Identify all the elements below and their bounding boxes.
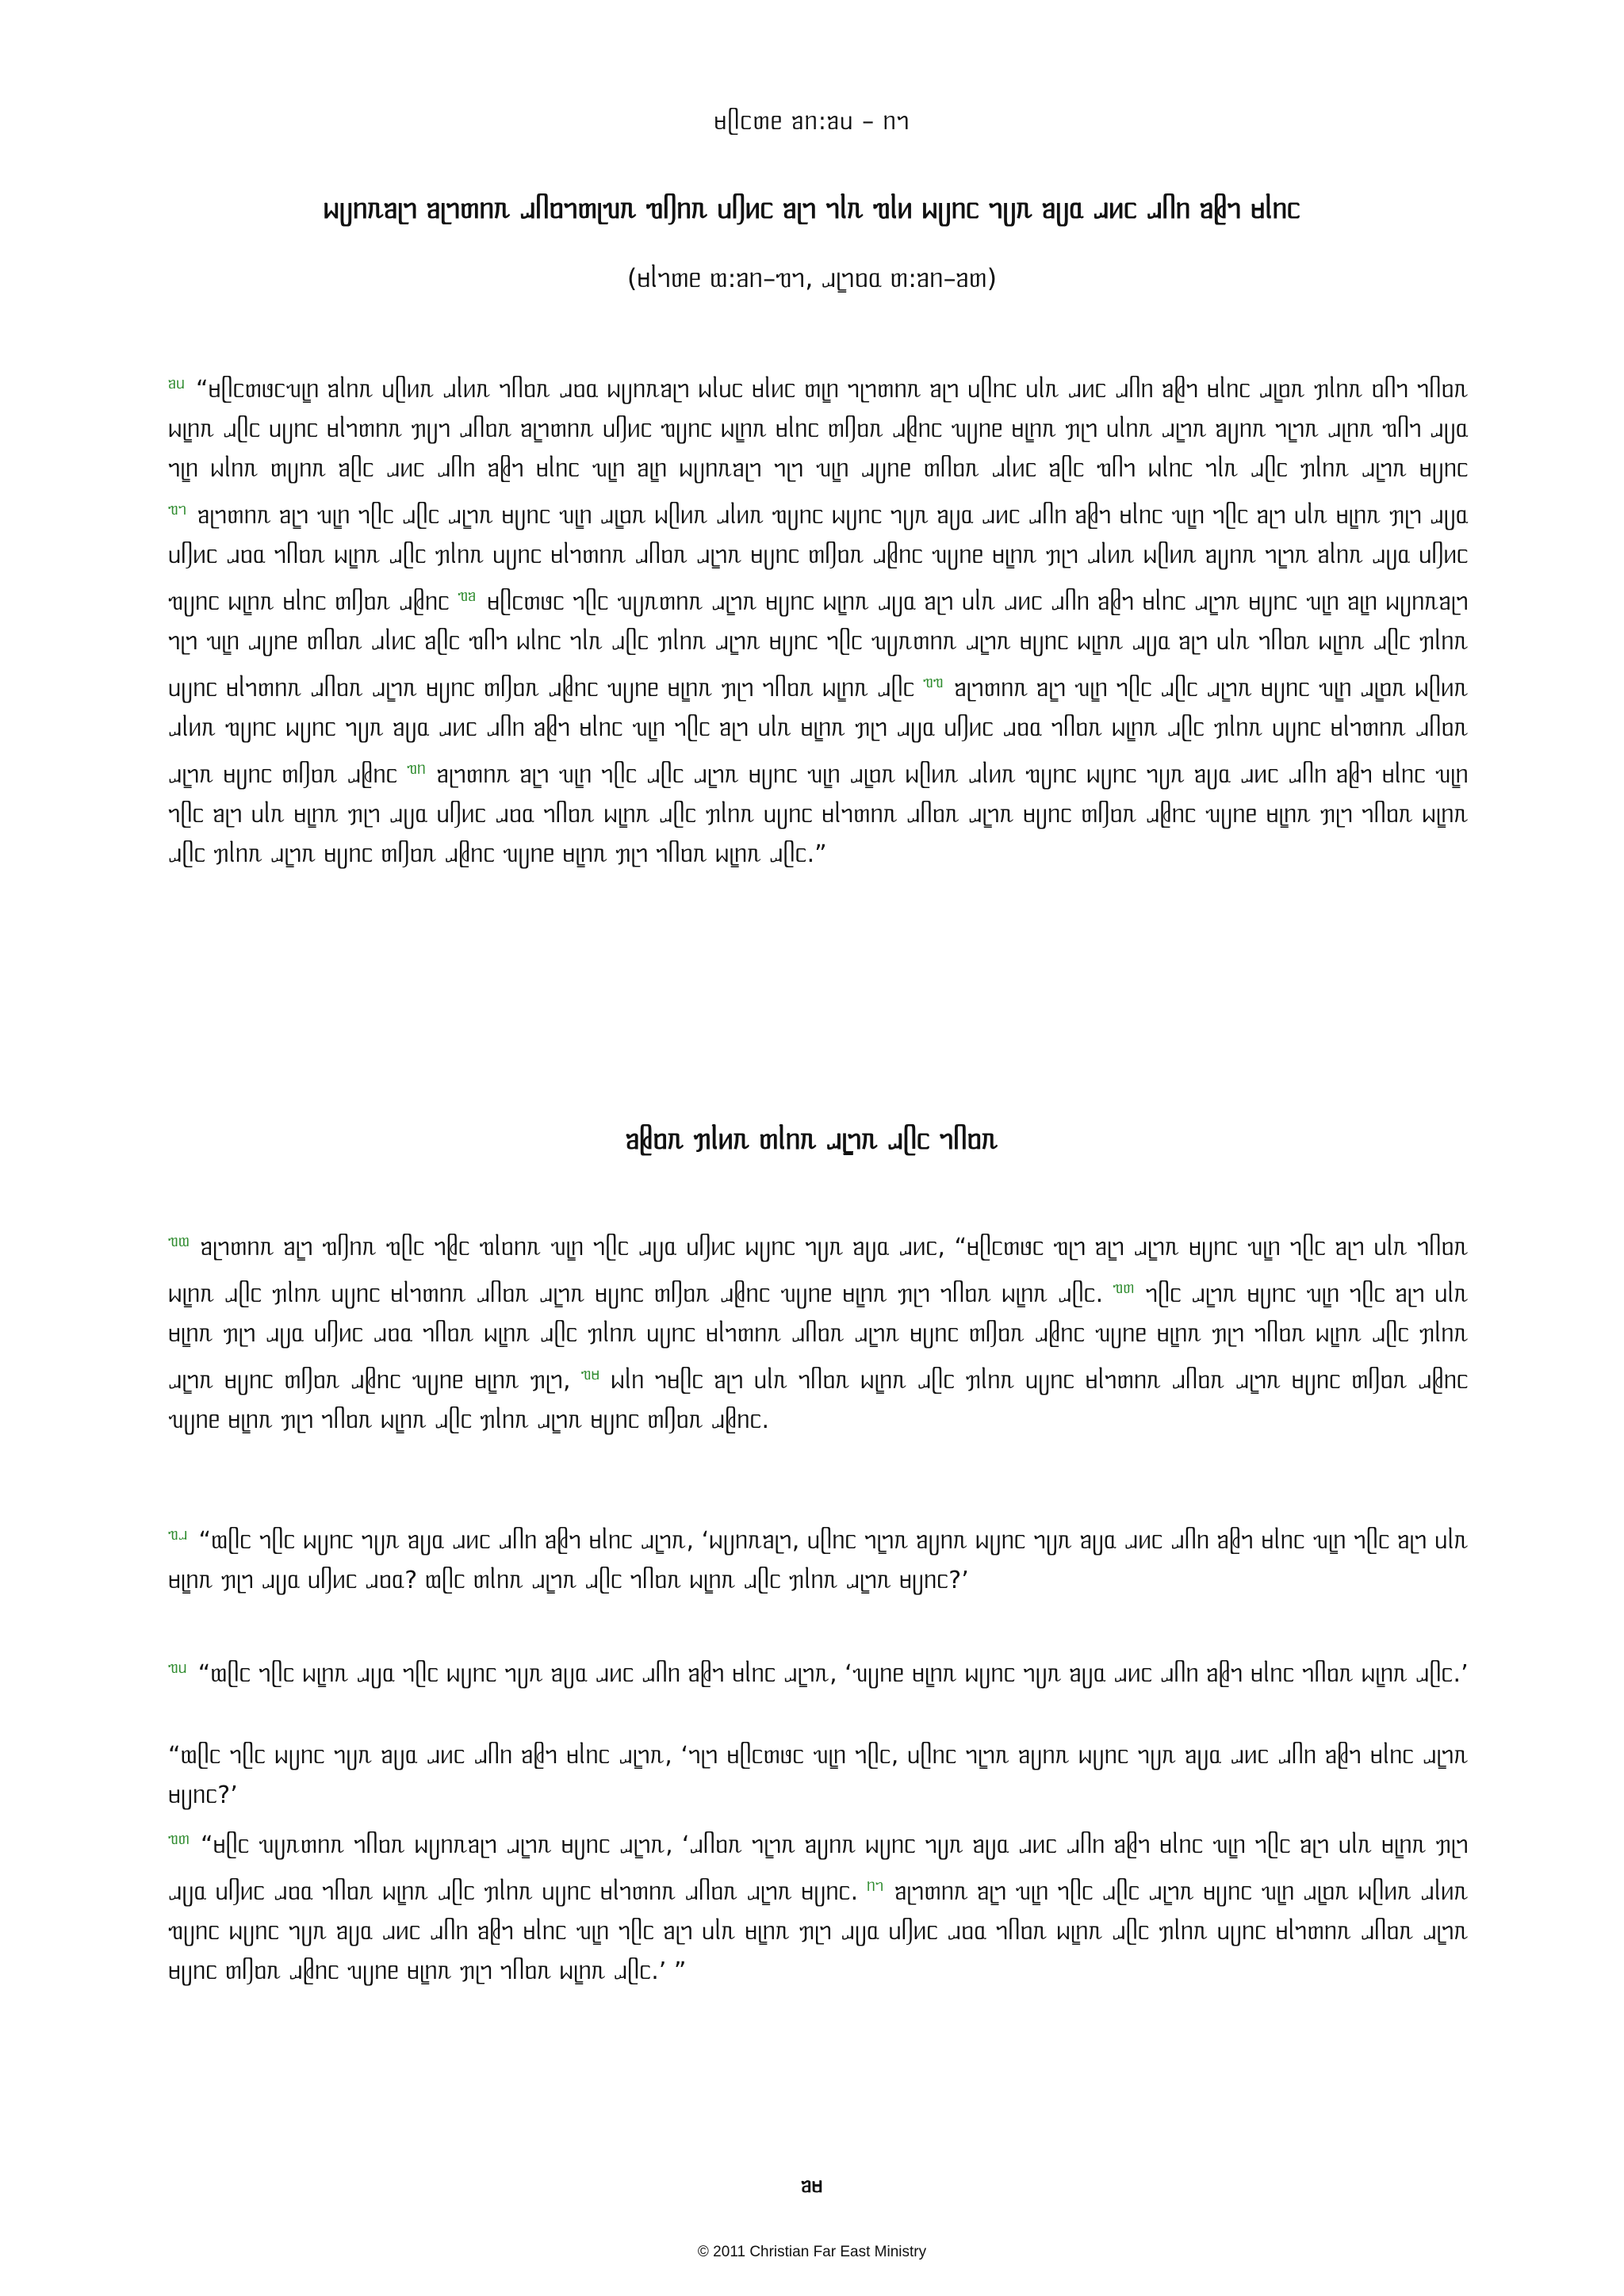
section-heading: ᥑᥪᥝᥰ ᥟᥣᥢᥰ ᥖᥣᥒᥰ ᥘᥧᥐᥰ ᥘᥫᥴ ᥐᥥᥝᥰ	[626, 1124, 998, 1156]
paragraph-3	[168, 1514, 1469, 1601]
verse-number: ᥓᥖ	[168, 1829, 190, 1848]
verse-text: “ᥗᥫᥴ ᥐᥫᥴ ᥕᥩᥒᥴ ᥐᥩᥰ ᥑᥩᥲ ᥘᥢᥴ ᥘᥥᥒ ᥑᥪᥐ ᥛᥣᥒᥴ ᥘᥧᥐᥰ, ‘ᥐᥨᥐ ᥛᥫᥴᥖᥳᥴ ᥔᥧᥒ ᥐᥫᥴ, ᥙᥫᥒᥴ ᥐᥧᥐᥰ ᥑᥩᥒᥰ ᥕᥩᥒᥴ ᥐᥩᥰ ᥑᥩᥲ ᥘᥢᥴ ᥘᥥᥒ ᥑᥪᥐ ᥛᥣᥒᥴ ᥘᥧᥐᥰ ᥛᥩᥒᥴ?’	[168, 1742, 1469, 1809]
verse-text: “ᥗᥫᥴ ᥐᥫᥴ ᥕᥩᥒᥴ ᥐᥩᥰ ᥑᥩᥲ ᥘᥢᥴ ᥘᥥᥒ ᥑᥪᥐ ᥛᥣᥒᥴ ᥘᥧᥐᥰ, ‘ᥕᥩᥒᥰᥑᥨᥐ, ᥙᥫᥒᥴ ᥐᥧᥐᥰ ᥑᥩᥒᥰ ᥕᥩᥒᥴ ᥐᥩᥰ ᥑᥩᥲ ᥘᥢᥴ ᥘᥥᥒ ᥑᥪᥐ ᥛᥣᥒᥴ ᥔᥧᥒ ᥐᥫᥴ ᥑᥨᥐ ᥙᥣᥰ ᥛᥧᥒᥰ ᥟᥨᥐ ᥘᥩᥲ ᥙᥦᥢᥴ ᥘᥝᥲ? ᥗᥫᥴ ᥖᥣᥒᥰ ᥘᥧᥐᥰ ᥘᥫᥴ ᥐᥥᥝᥰ ᥕᥧᥒᥰ ᥘᥫᥴ ᥟᥣᥒᥰ ᥘᥧᥐᥰ ᥛᥩᥒᥴ?’	[168, 1527, 1469, 1594]
verse-number: ᥓᥒ	[407, 759, 426, 778]
verse-text: ᥐᥫᥴ ᥘᥧᥐᥰ ᥛᥩᥒᥴ ᥔᥧᥒ ᥐᥫᥴ ᥑᥨᥐ ᥙᥣᥰ ᥛᥧᥒᥰ ᥟᥨᥐ ᥘᥩᥲ ᥙᥦᥢᥴ ᥘᥝᥲ ᥐᥥᥝᥰ ᥕᥧᥒᥰ ᥘᥫᥴ ᥟᥣᥒᥰ ᥙᥩᥒᥴ ᥛᥣᥐᥖᥒᥰ ᥘᥥᥝᥰ ᥘᥧᥐᥰ ᥛᥩᥒᥴ ᥖᥦᥝᥰ ᥘᥪᥒᥴ ᥔᥩᥒᥱ ᥛᥧᥒᥰ ᥟᥨᥐ ᥐᥥᥝᥰ ᥕᥧᥒᥰ ᥘᥫᥴ ᥟᥣᥒᥰ ᥘᥧᥐᥰ ᥛᥩᥒᥴ ᥖᥦᥝᥰ ᥘᥪᥒᥴ ᥔᥩᥒᥱ ᥛᥧᥒᥰ ᥟᥨᥐ,	[168, 1280, 1469, 1395]
verse-number: ᥓᥘ	[168, 1525, 188, 1544]
verse-text: “ᥛᥫᥴ ᥔᥩᥰᥖᥒᥰ ᥐᥥᥝᥰ ᥕᥩᥒᥰᥑᥨᥐ ᥘᥧᥐᥰ ᥛᥩᥒᥴ ᥘᥧᥐᥰ, ‘ᥘᥥᥝᥰ ᥐᥧᥐᥰ ᥑᥩᥒᥰ ᥕᥩᥒᥴ ᥐᥩᥰ ᥑᥩᥲ ᥘᥢᥴ ᥘᥥᥒ ᥑᥪᥐ ᥛᥣᥒᥴ ᥔᥧᥒ ᥐᥫᥴ ᥑᥨᥐ ᥙᥣᥰ ᥛᥧᥒᥰ ᥟᥨᥐ ᥘᥩᥲ ᥙᥦᥢᥴ ᥘᥝᥲ ᥐᥥᥝᥰ ᥕᥧᥒᥰ ᥘᥫᥴ ᥟᥣᥒᥰ ᥙᥩᥒᥴ ᥛᥣᥐᥖᥒᥰ ᥘᥥᥝᥰ ᥘᥧᥐᥰ ᥛᥩᥒᥴ.	[168, 1831, 1469, 1906]
page-number: ᥑᥛ	[801, 2174, 823, 2198]
paragraph-5	[168, 1736, 1469, 1816]
verse-text: “ᥛᥫᥴᥖᥳᥴᥔᥧᥒ ᥑᥣᥒᥰ ᥙᥫᥢᥰ ᥘᥣᥢᥰ ᥐᥥᥝᥰ ᥘᥝᥲ ᥕᥩᥒᥰᥑᥨᥐ ᥕᥣᥙᥴ ᥛᥣᥢᥴ ᥖᥧᥒ ᥐᥨᥐᥖᥒᥰ ᥑᥨᥐ ᥙᥫᥒᥴ ᥙᥣᥰ ᥘᥢᥴ ᥘᥥᥒ ᥑᥪᥐ ᥛᥣᥒᥴ ᥘᥧᥝᥰ ᥟᥣᥒᥰ ᥝᥥᥐ ᥐᥥᥝᥰ ᥕᥧᥒᥰ ᥘᥫᥴ ᥙᥩᥒᥴ ᥛᥣᥐᥖᥒᥰ ᥟᥩᥐ ᥘᥥᥝᥰ ᥑᥧᥐᥖᥒᥰ ᥙᥦᥢᥴ ᥓᥩᥒᥴ ᥕᥧᥒᥰ ᥛᥣᥒᥴ ᥖᥦᥝᥰ ᥘᥪᥒᥴ ᥔᥩᥒᥱ ᥛᥧᥒᥰ ᥟᥨᥐ ᥙᥣᥒᥰ ᥘᥧᥐᥰ ᥑᥩᥒᥰ ᥐᥧᥐᥰ ᥘᥨᥒᥰ ᥓᥥᥐ ᥘᥩᥲ ᥐᥧᥒ ᥕᥣᥒᥰ ᥖᥩᥒᥰ ᥑᥫᥴ ᥘᥢᥴ ᥘᥥᥒ ᥑᥪᥐ ᥛᥣᥒᥴ ᥔᥧᥒ ᥑᥧᥒ ᥕᥩᥒᥰᥑᥨᥐ ᥐᥨᥐ ᥔᥧᥒ ᥘᥩᥒᥱ ᥖᥥᥝᥰ ᥘᥣᥢᥴ ᥑᥫᥴ ᥓᥥᥐ ᥕᥣᥒᥴ ᥐᥣᥰ ᥘᥫᥴ ᥟᥣᥒᥰ ᥘᥧᥐᥰ ᥛᥩᥒᥴ	[168, 376, 1469, 483]
copyright-notice: © 2011 Christian Far East Ministry	[697, 2244, 927, 2260]
verse-text: “ᥗᥫᥴ ᥐᥫᥴ ᥕᥧᥒᥰ ᥘᥩᥲ ᥐᥫᥴ ᥕᥩᥒᥴ ᥐᥩᥰ ᥑᥩᥲ ᥘᥢᥴ ᥘᥥᥒ ᥑᥪᥐ ᥛᥣᥒᥴ ᥘᥧᥐᥰ, ‘ᥔᥩᥒᥱ ᥛᥧᥒᥰ ᥕᥩᥒᥴ ᥐᥩᥰ ᥑᥩᥲ ᥘᥢᥴ ᥘᥥᥒ ᥑᥪᥐ ᥛᥣᥒᥴ ᥐᥥᥝᥰ ᥕᥧᥒᥰ ᥘᥫᥴ.’	[197, 1660, 1469, 1688]
passage-title: ᥕᥩᥒᥰᥑᥨᥐ ᥑᥨᥐᥖᥒᥰ ᥘᥥᥝᥐᥖᥨᥔᥰ ᥓᥦᥒᥰ ᥙᥦᥢᥴ ᥑᥨᥐ ᥐᥣᥰ ᥓᥣᥢ ᥕᥩᥒᥴ ᥐᥩᥰ ᥑᥩᥲ ᥘᥢᥴ ᥘᥥᥒ ᥑᥪᥐ ᥛᥣᥒᥴ	[323, 193, 1301, 225]
verse-text: ᥑᥨᥐᥖᥒᥰ ᥑᥧᥐ ᥔᥧᥒ ᥐᥫᥴ ᥘᥫᥴ ᥘᥧᥐᥰ ᥛᥩᥒᥴ ᥔᥧᥒ ᥘᥧᥝᥰ ᥕᥫᥢᥰ ᥘᥣᥢᥰ ᥓᥩᥒᥴ ᥕᥩᥒᥴ ᥐᥩᥰ ᥑᥩᥲ ᥘᥢᥴ ᥘᥥᥒ ᥑᥪᥐ ᥛᥣᥒᥴ ᥔᥧᥒ ᥐᥫᥴ ᥑᥨᥐ ᥙᥣᥰ ᥛᥧᥒᥰ ᥟᥨᥐ ᥘᥩᥲ ᥙᥦᥢᥴ ᥘᥝᥲ ᥐᥥᥝᥰ ᥕᥧᥒᥰ ᥘᥫᥴ ᥟᥣᥒᥰ ᥙᥩᥒᥴ ᥛᥣᥐᥖᥒᥰ ᥘᥥᥝᥰ ᥘᥧᥐᥰ ᥛᥩᥒᥴ ᥖᥦᥝᥰ ᥘᥪᥒᥴ ᥔᥩᥒᥱ ᥛᥧᥒᥰ ᥟᥨᥐ ᥐᥥᥝᥰ ᥕᥧᥒᥰ ᥘᥫᥴ ᥟᥣᥒᥰ ᥘᥧᥐᥰ ᥛᥩᥒᥴ ᥖᥦᥝᥰ ᥘᥪᥒᥴ ᥔᥩᥒᥱ ᥛᥧᥒᥰ ᥟᥨᥐ ᥐᥥᥝᥰ ᥕᥧᥒᥰ ᥘᥫᥴ.”	[168, 761, 1469, 868]
verse-number: ᥑᥙ	[168, 373, 186, 392]
verse-text: ᥑᥨᥐᥖᥒᥰ ᥑᥧᥐ ᥔᥧᥒ ᥐᥫᥴ ᥘᥫᥴ ᥘᥧᥐᥰ ᥛᥩᥒᥴ ᥔᥧᥒ ᥘᥧᥝᥰ ᥕᥫᥢᥰ ᥘᥣᥢᥰ ᥓᥩᥒᥴ ᥕᥩᥒᥴ ᥐᥩᥰ ᥑᥩᥲ ᥘᥢᥴ ᥘᥥᥒ ᥑᥪᥐ ᥛᥣᥒᥴ ᥔᥧᥒ ᥐᥫᥴ ᥑᥨᥐ ᥙᥣᥰ ᥛᥧᥒᥰ ᥟᥨᥐ ᥘᥩᥲ ᥙᥦᥢᥴ ᥘᥝᥲ ᥐᥥᥝᥰ ᥕᥧᥒᥰ ᥘᥫᥴ ᥟᥣᥒᥰ ᥙᥩᥒᥴ ᥛᥣᥐᥖᥒᥰ ᥘᥥᥝᥰ ᥘᥧᥐᥰ ᥛᥩᥒᥴ ᥖᥦᥝᥰ ᥘᥪᥒᥴ	[168, 675, 1469, 789]
verse-number: ᥓᥓ	[923, 672, 944, 691]
paragraph-4	[168, 1647, 1469, 1694]
verse-text: ᥛᥫᥴᥖᥳᥴ ᥐᥫᥴ ᥔᥩᥰᥖᥒᥰ ᥘᥧᥐᥰ ᥛᥩᥒᥴ ᥕᥧᥒᥰ ᥘᥩᥲ ᥑᥨᥐ ᥙᥣᥰ ᥘᥢᥴ ᥘᥥᥒ ᥑᥪᥐ ᥛᥣᥒᥴ ᥘᥧᥐᥰ ᥛᥩᥒᥴ ᥔᥧᥒ ᥑᥧᥒ ᥕᥩᥒᥰᥑᥨᥐ ᥐᥨᥐ ᥔᥧᥒ ᥘᥩᥒᥱ ᥖᥥᥝᥰ ᥘᥣᥢᥴ ᥑᥫᥴ ᥓᥥᥐ ᥕᥣᥒᥴ ᥐᥣᥰ ᥘᥫᥴ ᥟᥣᥒᥰ ᥘᥧᥐᥰ ᥛᥩᥒᥴ ᥐᥫᥴ ᥔᥩᥰᥖᥒᥰ ᥘᥧᥐᥰ ᥛᥩᥒᥴ ᥕᥧᥒᥰ ᥘᥩᥲ ᥑᥨᥐ ᥙᥣᥰ ᥐᥥᥝᥰ ᥕᥧᥒᥰ ᥘᥫᥴ ᥟᥣᥒᥰ ᥙᥩᥒᥴ ᥛᥣᥐᥖᥒᥰ ᥘᥥᥝᥰ ᥘᥧᥐᥰ ᥛᥩᥒᥴ ᥖᥦᥝᥰ ᥘᥪᥒᥴ ᥔᥩᥒᥱ ᥛᥧᥒᥰ ᥟᥨᥐ ᥐᥥᥝᥰ ᥕᥧᥒᥰ ᥘᥫᥴ	[168, 588, 1469, 702]
verse-text: ᥑᥨᥐᥖᥒᥰ ᥑᥧᥐ ᥔᥧᥒ ᥐᥫᥴ ᥘᥫᥴ ᥘᥧᥐᥰ ᥛᥩᥒᥴ ᥔᥧᥒ ᥘᥧᥝᥰ ᥕᥫᥢᥰ ᥘᥣᥢᥰ ᥓᥩᥒᥴ ᥕᥩᥒᥴ ᥐᥩᥰ ᥑᥩᥲ ᥘᥢᥴ ᥘᥥᥒ ᥑᥪᥐ ᥛᥣᥒᥴ ᥔᥧᥒ ᥐᥫᥴ ᥑᥨᥐ ᥙᥣᥰ ᥛᥧᥒᥰ ᥟᥨᥐ ᥘᥩᥲ ᥙᥦᥢᥴ ᥘᥝᥲ ᥐᥥᥝᥰ ᥕᥧᥒᥰ ᥘᥫᥴ ᥟᥣᥒᥰ ᥙᥩᥒᥴ ᥛᥣᥐᥖᥒᥰ ᥘᥥᥝᥰ ᥘᥧᥐᥰ ᥛᥩᥒᥴ ᥖᥦᥝᥰ ᥘᥪᥒᥴ ᥔᥩᥒᥱ ᥛᥧᥒᥰ ᥟᥨᥐ ᥐᥥᥝᥰ ᥕᥧᥒᥰ ᥘᥫᥴ.’ ”	[168, 1878, 1469, 1985]
verse-number: ᥓᥑ	[458, 586, 477, 605]
verse-number: ᥓᥛ	[580, 1364, 600, 1383]
verse-text: ᥑᥨᥐᥖᥒᥰ ᥑᥧᥐ ᥔᥧᥒ ᥐᥫᥴ ᥘᥫᥴ ᥘᥧᥐᥰ ᥛᥩᥒᥴ ᥔᥧᥒ ᥘᥧᥝᥰ ᥕᥫᥢᥰ ᥘᥣᥢᥰ ᥓᥩᥒᥴ ᥕᥩᥒᥴ ᥐᥩᥰ ᥑᥩᥲ ᥘᥢᥴ ᥘᥥᥒ ᥑᥪᥐ ᥛᥣᥒᥴ ᥔᥧᥒ ᥐᥫᥴ ᥑᥨᥐ ᥙᥣᥰ ᥛᥧᥒᥰ ᥟᥨᥐ ᥘᥩᥲ ᥙᥦᥢᥴ ᥘᥝᥲ ᥐᥥᥝᥰ ᥕᥧᥒᥰ ᥘᥫᥴ ᥟᥣᥒᥰ ᥙᥩᥒᥴ ᥛᥣᥐᥖᥒᥰ ᥘᥥᥝᥰ ᥘᥧᥐᥰ ᥛᥩᥒᥴ ᥖᥦᥝᥰ ᥘᥪᥒᥴ ᥔᥩᥒᥱ ᥛᥧᥒᥰ ᥟᥨᥐ ᥘᥣᥢᥰ ᥕᥫᥢᥰ ᥑᥩᥒᥰ ᥐᥧᥐᥰ ᥑᥣᥒᥰ ᥘᥩᥲ ᥙᥦᥢᥴ ᥓᥩᥒᥴ ᥕᥧᥒᥰ ᥛᥣᥒᥴ ᥖᥦᥝᥰ ᥘᥪᥒᥴ	[168, 502, 1469, 616]
verse-number: ᥓᥐ	[168, 499, 187, 519]
verse-number: ᥓᥗ	[168, 1231, 190, 1250]
verse-number: ᥒᥐ	[867, 1876, 884, 1895]
paragraph-1	[168, 363, 1469, 874]
paragraph-6	[168, 1819, 1469, 1992]
paragraph-2	[168, 1221, 1469, 1441]
verse-text: ᥕᥣᥒ ᥐᥛᥫᥴ ᥑᥨᥐ ᥙᥣᥰ ᥐᥥᥝᥰ ᥕᥧᥒᥰ ᥘᥫᥴ ᥟᥣᥒᥰ ᥙᥩᥒᥴ ᥛᥣᥐᥖᥒᥰ ᥘᥥᥝᥰ ᥘᥧᥐᥰ ᥛᥩᥒᥴ ᥖᥦᥝᥰ ᥘᥪᥒᥴ ᥔᥩᥒᥱ ᥛᥧᥒᥰ ᥟᥨᥐ ᥐᥥᥝᥰ ᥕᥧᥒᥰ ᥘᥫᥴ ᥟᥣᥒᥰ ᥘᥧᥐᥰ ᥛᥩᥒᥴ ᥖᥦᥝᥰ ᥘᥪᥒᥴ.	[168, 1367, 1469, 1434]
verse-text: ᥑᥨᥐᥖᥒᥰ ᥑᥧᥐ ᥓᥦᥒᥰ ᥓᥫᥴ ᥐᥪᥴ ᥓᥣᥝᥒᥰ ᥔᥧᥒ ᥐᥫᥴ ᥘᥩᥲ ᥙᥦᥢᥴ ᥕᥩᥒᥴ ᥐᥩᥰ ᥑᥩᥲ ᥘᥢᥴ, “ᥛᥫᥴᥖᥳᥴ ᥓᥨᥐ ᥑᥧᥐ ᥘᥧᥐᥰ ᥛᥩᥒᥴ ᥔᥧᥒ ᥐᥫᥴ ᥑᥨᥐ ᥙᥣᥰ ᥐᥥᥝᥰ ᥕᥧᥒᥰ ᥘᥫᥴ ᥟᥣᥒᥰ ᥙᥩᥒᥴ ᥛᥣᥐᥖᥒᥰ ᥘᥥᥝᥰ ᥘᥧᥐᥰ ᥛᥩᥒᥴ ᥖᥦᥝᥰ ᥘᥪᥒᥴ ᥔᥩᥒᥱ ᥛᥧᥒᥰ ᥟᥨᥐ ᥐᥥᥝᥰ ᥕᥧᥒᥰ ᥘᥫᥴ.	[168, 1234, 1469, 1308]
verse-number: ᥓᥖ	[1113, 1278, 1135, 1297]
scripture-reference-header: ᥛᥫᥴᥖᥱ ᥑᥒ:ᥑᥙ – ᥒᥐ	[714, 108, 910, 136]
parallel-references: (ᥛᥣᥐᥖᥱ ᥗ:ᥑᥒ–ᥓᥐ, ᥘᥧᥐᥝᥲ ᥖ:ᥑᥒ–ᥑᥖ)	[626, 263, 998, 293]
verse-number: ᥓᥙ	[168, 1658, 187, 1677]
